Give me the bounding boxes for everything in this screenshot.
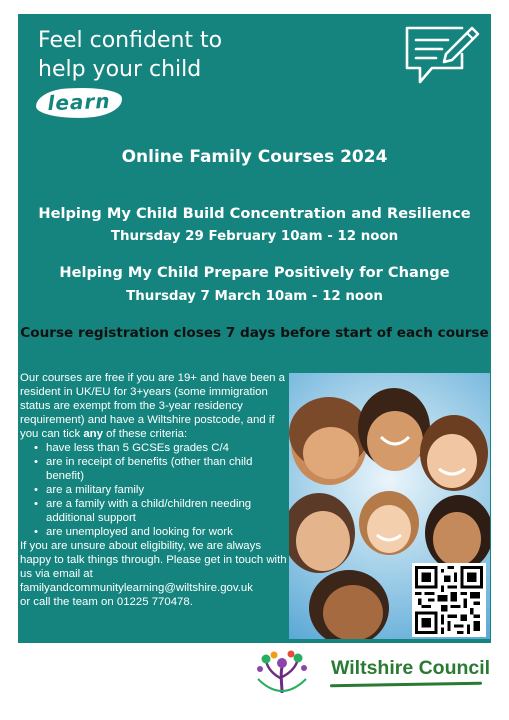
intro-emphasis: any (83, 428, 103, 440)
page-title: Online Family Courses 2024 (121, 147, 388, 167)
headline (38, 26, 222, 84)
eligibility-text (20, 371, 288, 609)
course-2-date: Thursday 7 March 10am - 12 noon (126, 289, 383, 304)
course-1-date: Thursday 29 February 10am - 12 noon (110, 229, 399, 244)
headline-line-2: help your child (38, 57, 202, 82)
headline-line-1: Feel confident to (38, 28, 223, 53)
eligibility-intro (20, 371, 288, 441)
intro-text-end: of these criteria: (102, 428, 188, 440)
info-panel (18, 367, 491, 643)
list-item: • are in receipt of benefits (other than child benefit) (46, 455, 288, 483)
contact-email[interactable]: familyandcommunitylearning@wiltshire.gov.uk (20, 582, 253, 594)
criteria-list (20, 441, 288, 539)
qr-code-icon[interactable] (412, 563, 486, 637)
learn-badge (36, 87, 123, 120)
intro-text: Our courses are free if you are 19+ and have been a resident in UK/EU for 3+years (some immigration status are exempt from the 3-year residency requirement) and have a Wiltshire postcode, and if you can tick (20, 372, 285, 440)
children-photo (289, 373, 490, 639)
family-learning-logo-icon (252, 649, 312, 699)
header-panel (18, 14, 491, 367)
council-name: Wiltshire Council (331, 657, 491, 679)
list-item: • are a military family (46, 483, 288, 497)
notes-speech-bubble-icon (402, 24, 482, 90)
registration-note: Course registration closes 7 days before start of each course (20, 325, 489, 341)
contact-text: If you are unsure about eligibility, we are always happy to talk things through. Please get in touch with us via email at (20, 540, 287, 580)
contact-phone: or call the team on 01225 770478. (20, 596, 193, 608)
course-1-name: Helping My Child Build Concentration and Resilience (38, 205, 471, 222)
council-underline (330, 682, 482, 688)
learn-badge-text: learn (47, 88, 111, 116)
list-item: • have less than 5 GCSEs grades C/4 (46, 441, 288, 455)
course-2-name: Helping My Child Prepare Positively for Change (59, 264, 450, 281)
list-item: • are unemployed and looking for work (46, 525, 288, 539)
list-item: • are a family with a child/children needing additional support (46, 497, 288, 525)
qr-code-pattern (415, 566, 483, 634)
